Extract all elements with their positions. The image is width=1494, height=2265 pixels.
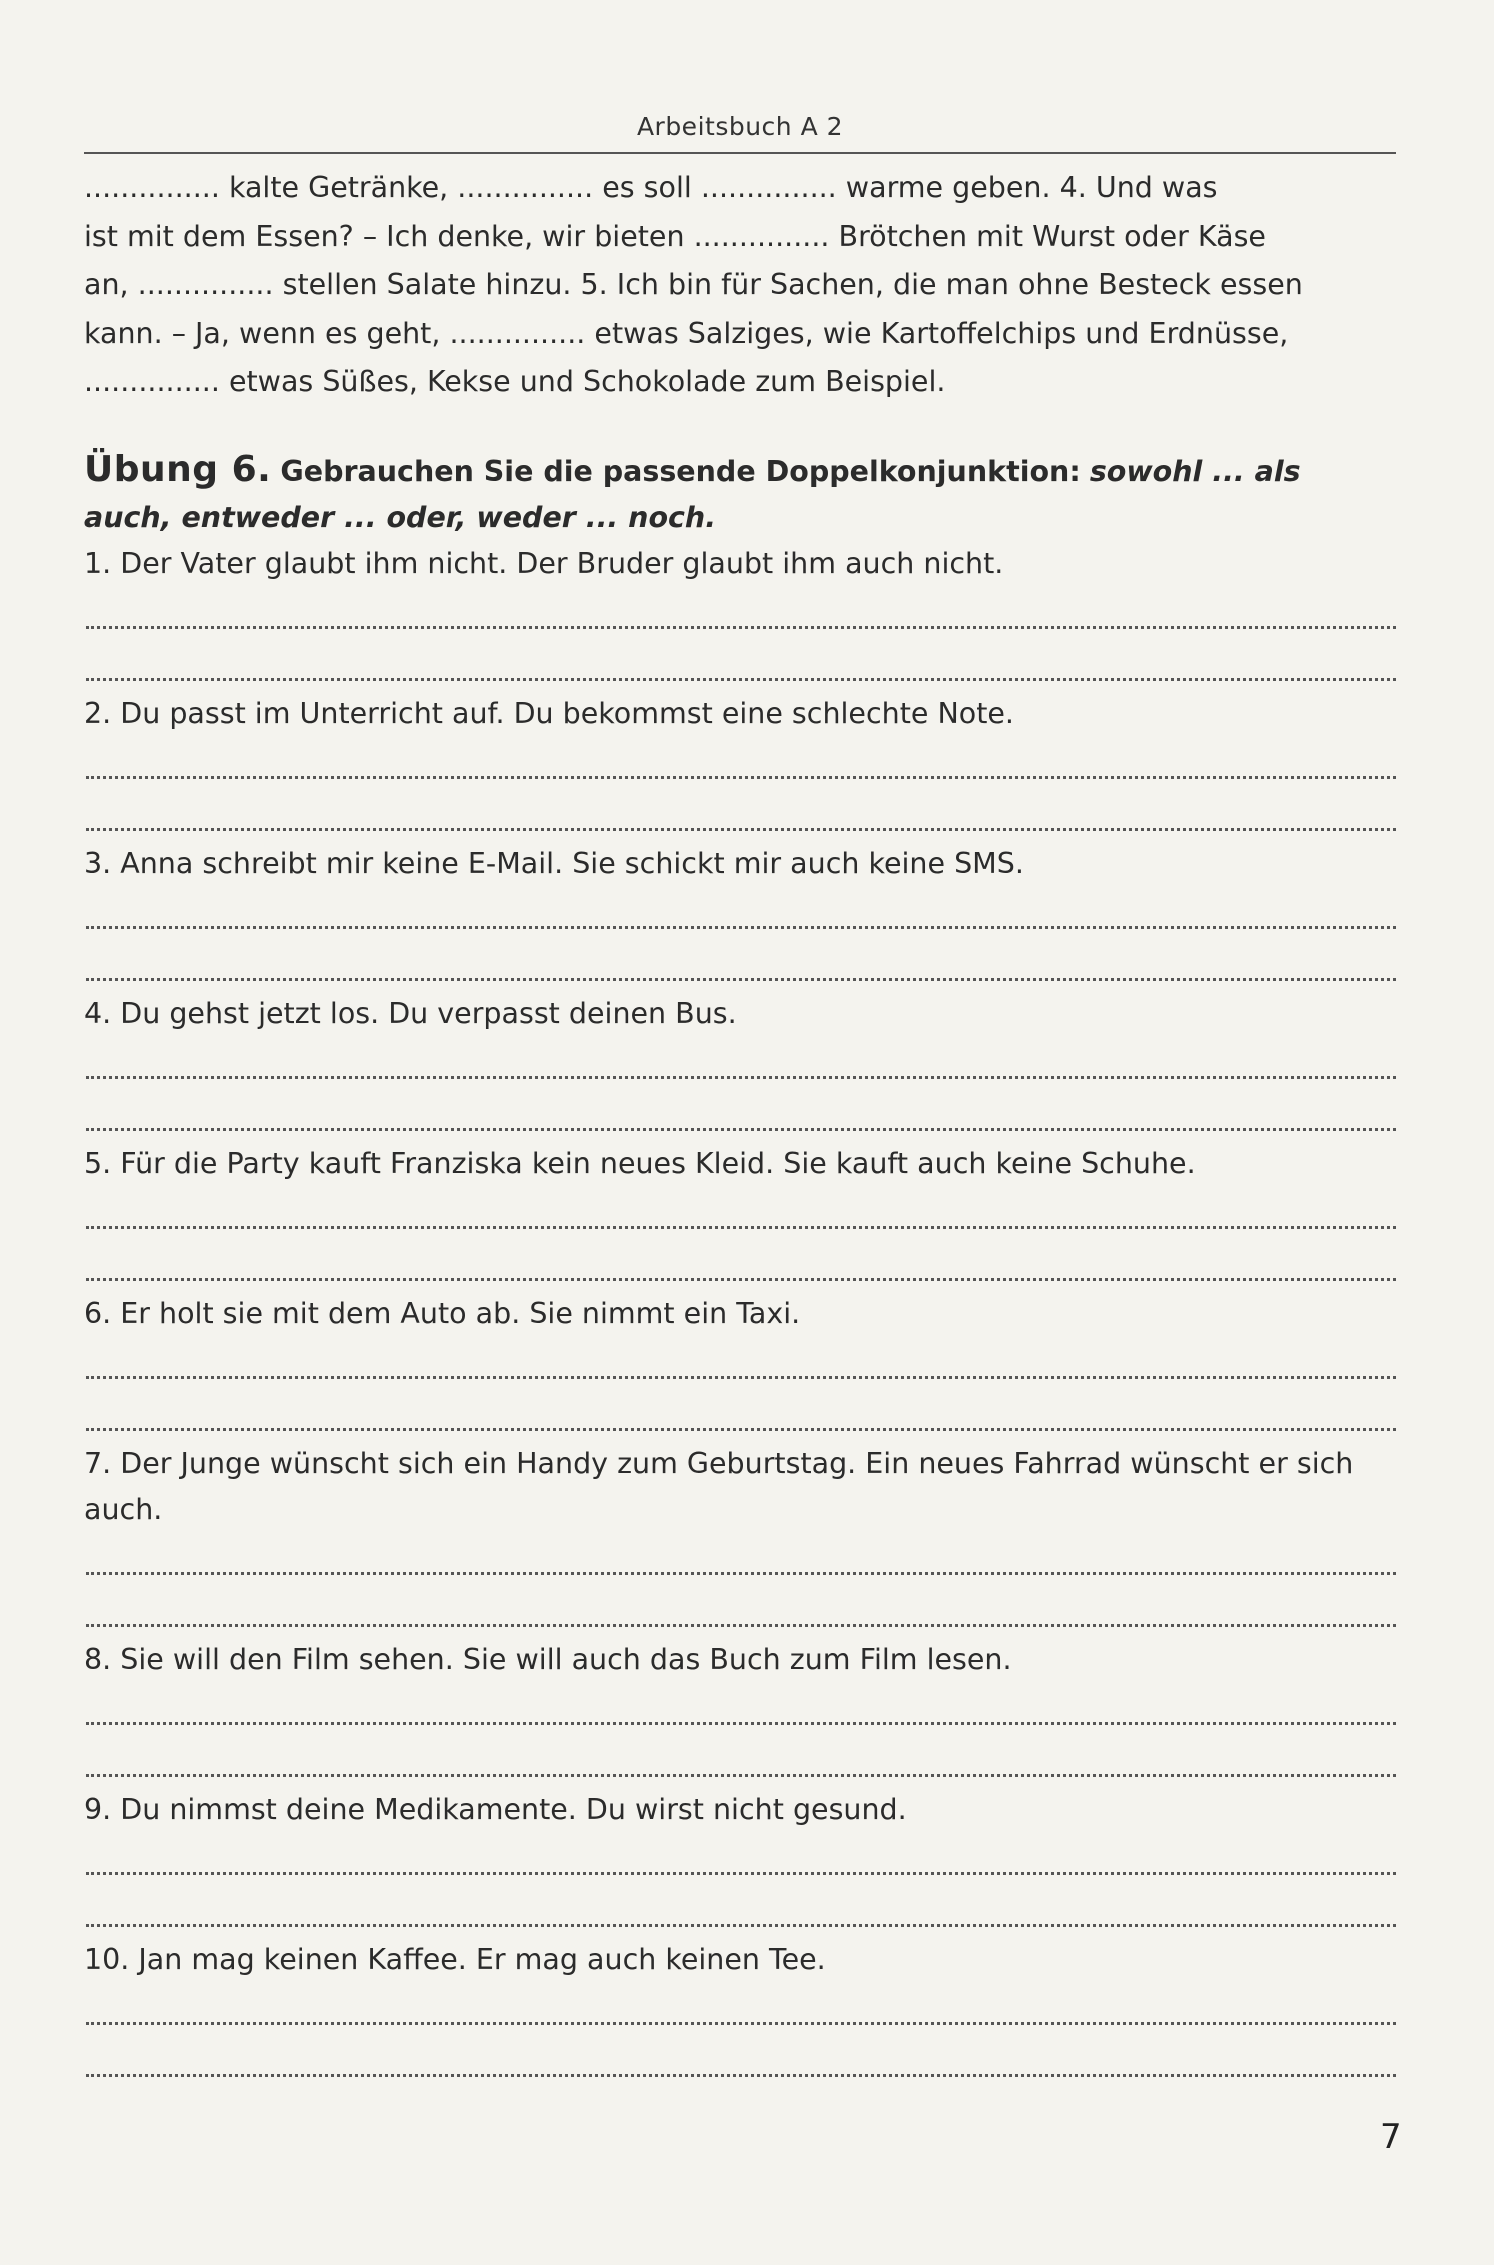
intro-line: ............... kalte Getränke, ............... es soll ............... warme geben. 4. Und was — [84, 171, 1218, 204]
exercise-item — [84, 1291, 1396, 1441]
answer-line[interactable] — [84, 1833, 1396, 1885]
exercise-items — [84, 541, 1396, 2087]
exercise-item — [84, 541, 1396, 691]
item-sentence: 6. Er holt sie mit dem Auto ab. Sie nimmt ein Taxi. — [84, 1296, 801, 1330]
header-rule — [84, 152, 1396, 154]
answer-line[interactable] — [84, 737, 1396, 789]
intro-line: kann. – Ja, wenn es geht, ............... etwas Salziges, wie Kartoffelchips und Erdnüsse, — [84, 316, 1289, 350]
answer-line[interactable] — [84, 1885, 1396, 1937]
answer-line[interactable] — [84, 1683, 1396, 1735]
exercise-title: Übung 6. — [84, 448, 272, 490]
page-number: 7 — [1380, 2117, 1402, 2157]
workbook-page — [84, 0, 1402, 2265]
exercise-heading — [84, 447, 1396, 541]
page-body — [84, 164, 1396, 2087]
exercise-item — [84, 1637, 1396, 1787]
answer-line[interactable] — [84, 1089, 1396, 1141]
answer-line[interactable] — [84, 939, 1396, 991]
item-sentence: 5. Für die Party kauft Franziska kein neues Kleid. Sie kauft auch keine Schuhe. — [84, 1146, 1196, 1180]
intro-line: ............... etwas Süßes, Kekse und Schokolade zum Beispiel. — [84, 365, 946, 399]
answer-line[interactable] — [84, 1187, 1396, 1239]
item-sentence: 4. Du gehst jetzt los. Du verpasst deinen Bus. — [84, 996, 737, 1030]
item-sentence: 3. Anna schreibt mir keine E-Mail. Sie schickt mir auch keine SMS. — [84, 846, 1024, 880]
answer-line[interactable] — [84, 1389, 1396, 1441]
exercise-item — [84, 1937, 1396, 2087]
item-sentence: 2. Du passt im Unterricht auf. Du bekommst eine schlechte Note. — [84, 696, 1014, 730]
exercise-conjunctions: sowohl ... als auch, entweder ... oder, weder ... noch. — [84, 454, 1301, 534]
answer-line[interactable] — [84, 639, 1396, 691]
item-sentence: 10. Jan mag keinen Kaffee. Er mag auch keinen Tee. — [84, 1942, 826, 1976]
answer-line[interactable] — [84, 2035, 1396, 2087]
exercise-instruction: Gebrauchen Sie die passende Doppelkonjunktion: — [280, 454, 1081, 488]
exercise-item — [84, 841, 1396, 991]
answer-line[interactable] — [84, 789, 1396, 841]
answer-line[interactable] — [84, 587, 1396, 639]
exercise-item — [84, 1141, 1396, 1291]
item-sentence: 7. Der Junge wünscht sich ein Handy zum Geburtstag. Ein neues Fahrrad wünscht er sich auch. — [84, 1446, 1354, 1526]
answer-line[interactable] — [84, 1239, 1396, 1291]
item-sentence: 1. Der Vater glaubt ihm nicht. Der Bruder glaubt ihm auch nicht. — [84, 546, 1004, 580]
answer-line[interactable] — [84, 1983, 1396, 2035]
answer-line[interactable] — [84, 1735, 1396, 1787]
answer-line[interactable] — [84, 1585, 1396, 1637]
answer-line[interactable] — [84, 1337, 1396, 1389]
intro-paragraph — [84, 164, 1396, 407]
item-sentence: 8. Sie will den Film sehen. Sie will auch das Buch zum Film lesen. — [84, 1642, 1012, 1676]
item-sentence: 9. Du nimmst deine Medikamente. Du wirst nicht gesund. — [84, 1792, 907, 1826]
running-head: Arbeitsbuch A 2 — [636, 112, 844, 141]
answer-line[interactable] — [84, 887, 1396, 939]
intro-line: an, ............... stellen Salate hinzu. 5. Ich bin für Sachen, die man ohne Besteck essen — [84, 268, 1303, 302]
exercise-item — [84, 691, 1396, 841]
answer-line[interactable] — [84, 1037, 1396, 1089]
answer-line[interactable] — [84, 1533, 1396, 1585]
exercise-item — [84, 991, 1396, 1141]
exercise-item — [84, 1441, 1396, 1637]
exercise-item — [84, 1787, 1396, 1937]
intro-line: ist mit dem Essen? – Ich denke, wir bieten ............... Brötchen mit Wurst oder Käse — [84, 219, 1266, 253]
